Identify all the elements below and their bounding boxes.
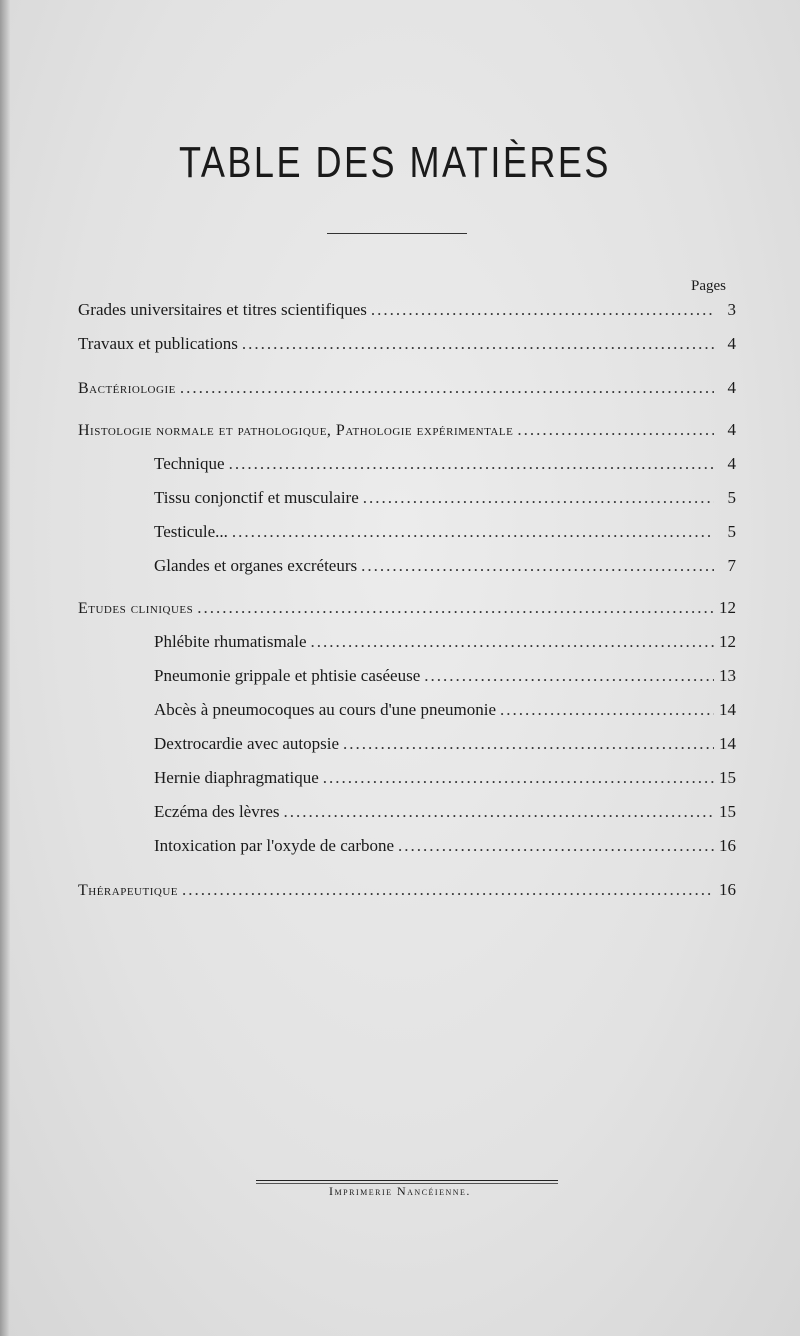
toc-entry-label: Phlébite rhumatismale [154, 632, 307, 651]
dot-leader [371, 300, 714, 320]
dot-leader [517, 420, 714, 440]
toc-entry-page: 4 [727, 378, 736, 397]
toc-section-therapeutique [78, 880, 736, 908]
toc-section-histologie [78, 420, 736, 448]
title-divider [327, 233, 467, 234]
toc-entry-hernie [78, 768, 736, 796]
toc-entry-page: 15 [719, 768, 736, 787]
toc-entry-eczema [78, 802, 736, 830]
toc-entry-intoxication [78, 836, 736, 864]
toc-section-label: Histologie normale et pathologique, Pathologie expérimentale [78, 422, 514, 439]
toc-entry-page: 7 [727, 556, 736, 575]
dot-leader [242, 334, 714, 354]
dot-leader [424, 666, 714, 686]
toc-entry-phlebite [78, 632, 736, 660]
dot-leader [323, 768, 714, 788]
toc-entry-page: 4 [727, 334, 736, 353]
toc-entry-glandes [78, 556, 736, 584]
toc-entry-label: Technique [154, 454, 225, 473]
dot-leader [398, 836, 714, 856]
toc-entry-page: 14 [719, 734, 736, 753]
dot-leader [182, 880, 714, 900]
toc-entry-page: 13 [719, 666, 736, 685]
toc-entry-page: 14 [719, 700, 736, 719]
toc-entry-page: 5 [727, 488, 736, 507]
toc-entry-page: 16 [719, 836, 736, 855]
dot-leader [500, 700, 714, 720]
toc-entry-page: 15 [719, 802, 736, 821]
toc-entry-page: 12 [719, 632, 736, 651]
toc-entry-testicule [78, 522, 736, 550]
toc-entry-label: Eczéma des lèvres [154, 802, 280, 821]
footer-divider [256, 1180, 558, 1181]
toc-section-label: Bactériologie [78, 380, 176, 397]
dot-leader [361, 556, 714, 576]
dot-leader [343, 734, 714, 754]
printer-imprint: Imprimerie Nancéienne. [329, 1184, 471, 1198]
toc-entry-label: Tissu conjonctif et musculaire [154, 488, 359, 507]
toc-section-bacteriologie [78, 378, 736, 406]
toc-entry-page: 4 [727, 420, 736, 439]
toc-entry-page: 3 [727, 300, 736, 319]
dot-leader [363, 488, 714, 508]
toc-entry-technique [78, 454, 736, 482]
toc-entry-grades [78, 300, 736, 328]
toc-entry-abces [78, 700, 736, 728]
page-title: TABLE DES MATIÈRES [179, 138, 611, 187]
dot-leader [180, 378, 714, 398]
toc-section-etudes-cliniques [78, 598, 736, 626]
dot-leader [284, 802, 714, 822]
toc-entry-dextrocardie [78, 734, 736, 762]
dot-leader [229, 454, 714, 474]
dot-leader [311, 632, 715, 652]
toc-entry-tissu [78, 488, 736, 516]
dot-leader [232, 522, 714, 542]
toc-entry-label: Travaux et publications [78, 334, 238, 353]
toc-entry-label: Grades universitaires et titres scientifiques [78, 300, 367, 319]
toc-entry-page: 4 [727, 454, 736, 473]
toc-entry-label: Testicule... [154, 522, 228, 541]
toc-section-label: Etudes cliniques [78, 600, 194, 617]
toc-entry-label: Intoxication par l'oxyde de carbone [154, 836, 395, 855]
dot-leader [197, 598, 714, 618]
pages-column-label: Pages [691, 278, 726, 294]
toc-entry-page: 12 [719, 598, 736, 617]
toc-entry-label: Abcès à pneumocoques au cours d'une pneumonie [154, 700, 497, 719]
toc-section-label: Thérapeutique [78, 882, 178, 899]
toc-entry-page: 5 [727, 522, 736, 541]
toc-entry-label: Pneumonie grippale et phtisie caséeuse [154, 666, 421, 685]
toc-entry-label: Dextrocardie avec autopsie [154, 734, 340, 753]
toc-entry-travaux [78, 334, 736, 362]
page-edge-shadow [0, 0, 10, 1336]
toc-entry-label: Glandes et organes excréteurs [154, 556, 358, 575]
toc-entry-label: Hernie diaphragmatique [154, 768, 319, 787]
toc-entry-page: 16 [719, 880, 736, 899]
toc-entry-pneumonie [78, 666, 736, 694]
